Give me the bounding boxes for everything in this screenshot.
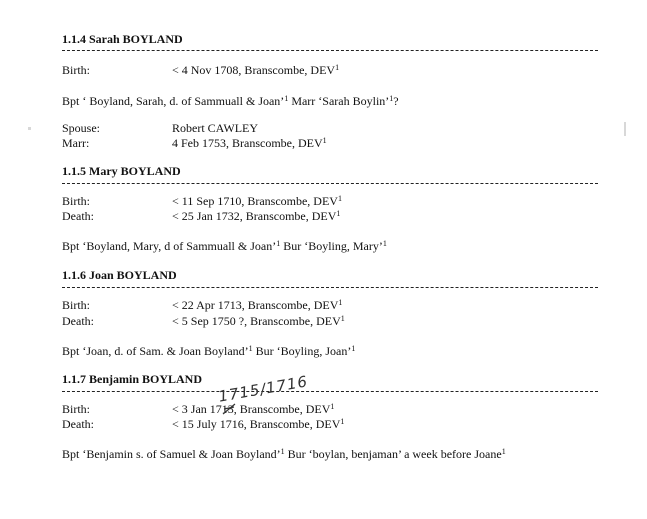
field-label: Spouse: xyxy=(62,121,101,135)
field-label: Marr: xyxy=(62,136,90,150)
scan-artifact xyxy=(28,127,31,130)
field-label: Birth: xyxy=(62,194,91,208)
record-note: Bpt ‘Benjamin s. of Samuel & Joan Boyland’$^1$ Bur ‘boylan, benjaman’ a week before Joane$^1$ xyxy=(62,447,506,461)
field-value: < 11 Sep 1710, Branscombe, DEV$^1$ xyxy=(172,194,342,208)
field-label: Birth: xyxy=(62,298,91,312)
field-value: < 3 Jan 1713, Branscombe, DEV$^1$ xyxy=(172,402,335,416)
entry-heading: 1.1.7 Benjamin BOYLAND xyxy=(62,372,203,386)
field-value: < 15 July 1716, Branscombe, DEV$^1$ xyxy=(172,417,345,431)
strikeout-mark xyxy=(222,403,236,415)
field-value: < 4 Nov 1708, Branscombe, DEV$^1$ xyxy=(172,63,340,77)
entry-heading: 1.1.5 Mary BOYLAND xyxy=(62,164,181,178)
field-label: Death: xyxy=(62,314,94,328)
record-note: Bpt ‘ Boyland, Sarah, d. of Sammuall & Joan’$^1$ Marr ‘Sarah Boylin’$^1$? xyxy=(62,94,399,108)
field-value: 4 Feb 1753, Branscombe, DEV$^1$ xyxy=(172,136,327,150)
dashed-divider xyxy=(62,391,598,392)
entry-heading: 1.1.4 Sarah BOYLAND xyxy=(62,32,183,46)
field-label: Death: xyxy=(62,417,94,431)
record-note: Bpt ‘Joan, d. of Sam. & Joan Boyland’$^1$ Bur ‘Boyling, Joan’$^1$ xyxy=(62,344,356,358)
record-note: Bpt ‘Boyland, Mary, d of Sammuall & Joan’$^1$ Bur ‘Boyling, Mary’$^1$ xyxy=(62,239,387,253)
field-value: < 25 Jan 1732, Branscombe, DEV$^1$ xyxy=(172,209,341,223)
field-value: < 5 Sep 1750 ?, Branscombe, DEV$^1$ xyxy=(172,314,345,328)
handwritten-annotation: 1715/1716 xyxy=(217,372,310,406)
scan-artifact xyxy=(624,122,626,136)
dashed-divider xyxy=(62,183,598,184)
field-label: Death: xyxy=(62,209,94,223)
field-value: < 22 Apr 1713, Branscombe, DEV$^1$ xyxy=(172,298,343,312)
entry-heading: 1.1.6 Joan BOYLAND xyxy=(62,268,177,282)
field-label: Birth: xyxy=(62,63,91,77)
field-label: Birth: xyxy=(62,402,91,416)
field-value: Robert CAWLEY xyxy=(172,121,259,135)
dashed-divider xyxy=(62,287,598,288)
dashed-divider xyxy=(62,50,598,51)
